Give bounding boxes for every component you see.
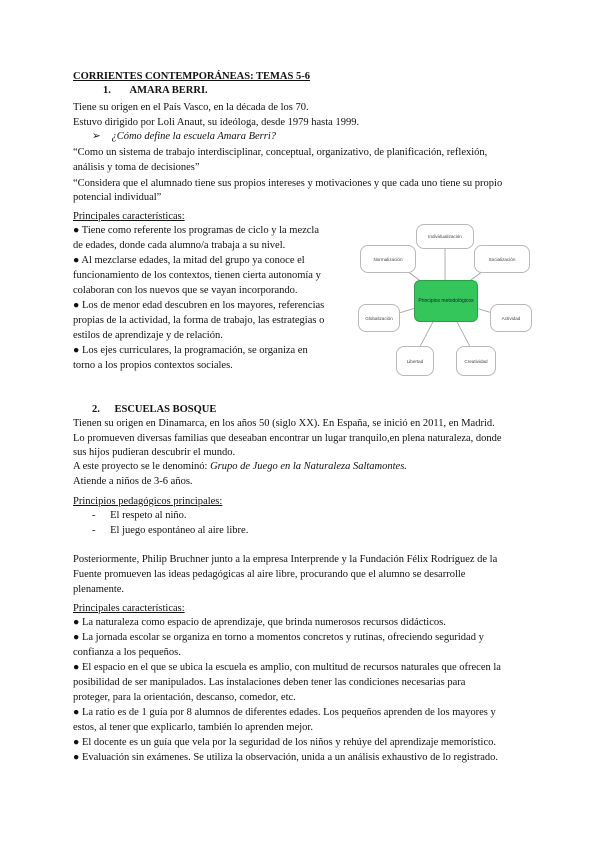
feature-line: ● Los de menor edad descubren en los mayores, referencias bbox=[73, 300, 325, 311]
feature-line: proteger, para la orientación, descanso, comedor, etc. bbox=[73, 692, 296, 703]
quote-line: “Como un sistema de trabajo interdisciplinar, conceptual, organizativo, de planificación, reflexión, bbox=[73, 147, 488, 158]
section2-intro-line: Lo promueven diversas familias que deseaban encontrar un lugar tranquilo,en plena naturaleza, donde bbox=[73, 433, 502, 444]
feature-line: estilos de aprendizaje y de relación. bbox=[73, 330, 223, 341]
feature-line: confianza a los pequeños. bbox=[73, 647, 181, 658]
node-top: Individualización bbox=[416, 224, 474, 249]
feature-line: estos, al tener que explicarlo, también lo aprenden mejor. bbox=[73, 722, 313, 733]
section1-title: AMARA BERRI. bbox=[129, 85, 208, 96]
node-bottom-left: Libertad bbox=[396, 346, 434, 376]
feature-line: posibilidad de ser manipulados. Las instalaciones deben tener las condiciones necesarias para bbox=[73, 677, 466, 688]
feature-line: ● La ratio es de 1 guía por 8 alumnos de diferentes edades. Los pequeños aprenden de los mayores y bbox=[73, 707, 496, 718]
feature-line: propias de la actividad, la forma de trabajo, las estrategias o bbox=[73, 315, 325, 326]
dash-bullet: - bbox=[92, 510, 96, 521]
principle-item bbox=[92, 509, 187, 523]
node-left: Normalización bbox=[360, 245, 416, 273]
later-line: plenamente. bbox=[73, 584, 125, 595]
arrow-bullet-icon: ➢ bbox=[92, 131, 101, 142]
section1-features-heading: Principales características: bbox=[73, 211, 185, 222]
section2-intro-line: sus hijos pudieran descubrir el mundo. bbox=[73, 447, 236, 458]
feature-line: ● El espacio en el que se ubica la escuela es amplio, con multitud de recursos naturales que ofrecen la bbox=[73, 662, 501, 673]
section2-features-heading: Principales características: bbox=[73, 603, 185, 614]
node-mid-right: Actividad bbox=[490, 304, 532, 332]
feature-line: ● La jornada escolar se organiza en torno a momentos concretos y rutinas, ofreciendo seguridad y bbox=[73, 632, 484, 643]
feature-line: ● Los ejes curriculares, la programación, se organiza en bbox=[73, 345, 308, 356]
section2-heading bbox=[92, 403, 216, 417]
section1-number: 1. bbox=[103, 85, 111, 96]
later-line: Posteriormente, Philip Bruchner junto a la empresa Interprende y la Fundación Félix Rodríguez de la bbox=[73, 554, 498, 565]
feature-line: ● La naturaleza como espacio de aprendizaje, que brinda numerosos recursos didácticos. bbox=[73, 617, 446, 628]
principle-item bbox=[92, 524, 248, 538]
ages-line: Atiende a niños de 3-6 años. bbox=[73, 476, 193, 487]
dash-bullet: - bbox=[92, 525, 96, 536]
feature-line: de edades, donde cada alumno/a trabaja a su nivel. bbox=[73, 240, 286, 251]
feature-line: ● El docente es un guía que vela por la seguridad de los niños y rehúye del aprendizaje memorístico. bbox=[73, 737, 496, 748]
document-title: CORRIENTES CONTEMPORÁNEAS: TEMAS 5-6 bbox=[73, 71, 310, 82]
feature-line: ● Tiene como referente los programas de ciclo y la mezcla bbox=[73, 225, 320, 236]
principles-heading: Principios pedagógicos principales: bbox=[73, 496, 223, 507]
node-right: Socialización bbox=[474, 245, 530, 273]
feature-line: torno a los propios contextos sociales. bbox=[73, 360, 233, 371]
section1-line: Estuvo dirigido por Loli Anaut, su ideóloga, desde 1979 hasta 1999. bbox=[73, 117, 360, 128]
feature-line: ● Evaluación sin exámenes. Se utiliza la observación, unida a un análisis exhaustivo de lo registrado. bbox=[73, 752, 499, 763]
question-line bbox=[92, 130, 276, 144]
section2-number: 2. bbox=[92, 404, 100, 415]
later-line: Fuente promueven las ideas pedagógicas al aire libre, procurando que el alumno se desarrolle bbox=[73, 569, 466, 580]
project-prefix: A este proyecto se le denominó: bbox=[73, 461, 211, 472]
principle-text: El respeto al niño. bbox=[110, 510, 187, 521]
project-line bbox=[73, 460, 407, 474]
principle-text: El juego espontáneo al aire libre. bbox=[110, 525, 249, 536]
section1-line: Tiene su origen en el País Vasco, en la década de los 70. bbox=[73, 102, 309, 113]
quote-line: análisis y toma de decisiones” bbox=[73, 162, 200, 173]
quote-line: “Considera que el alumnado tiene sus propios intereses y motivaciones y que cada uno tiene su propio bbox=[73, 178, 503, 189]
node-bottom-right: Creatividad bbox=[456, 346, 496, 376]
section2-title: ESCUELAS BOSQUE bbox=[114, 404, 217, 415]
feature-line: funcionamiento de los contextos, tienen cierta autonomía y bbox=[73, 270, 321, 281]
section2-intro-line: Tienen su origen en Dinamarca, en los años 50 (siglo XX). En España, se inició en 2011, en Madrid. bbox=[73, 418, 495, 429]
node-center: Principios metodológicos bbox=[414, 280, 478, 322]
feature-line: ● Al mezclarse edades, la mitad del grupo ya conoce el bbox=[73, 255, 305, 266]
project-name: Grupo de Juego en la Naturaleza Saltamontes. bbox=[210, 461, 407, 472]
question-text: ¿Cómo define la escuela Amara Berri? bbox=[111, 131, 277, 142]
feature-line: colaboran con los nuevos que se vayan incorporando. bbox=[73, 285, 298, 296]
section1-heading bbox=[103, 84, 208, 98]
node-mid-left: Globalización bbox=[358, 304, 400, 332]
methodological-principles-diagram bbox=[358, 222, 532, 377]
quote-line: potencial individual” bbox=[73, 192, 162, 203]
